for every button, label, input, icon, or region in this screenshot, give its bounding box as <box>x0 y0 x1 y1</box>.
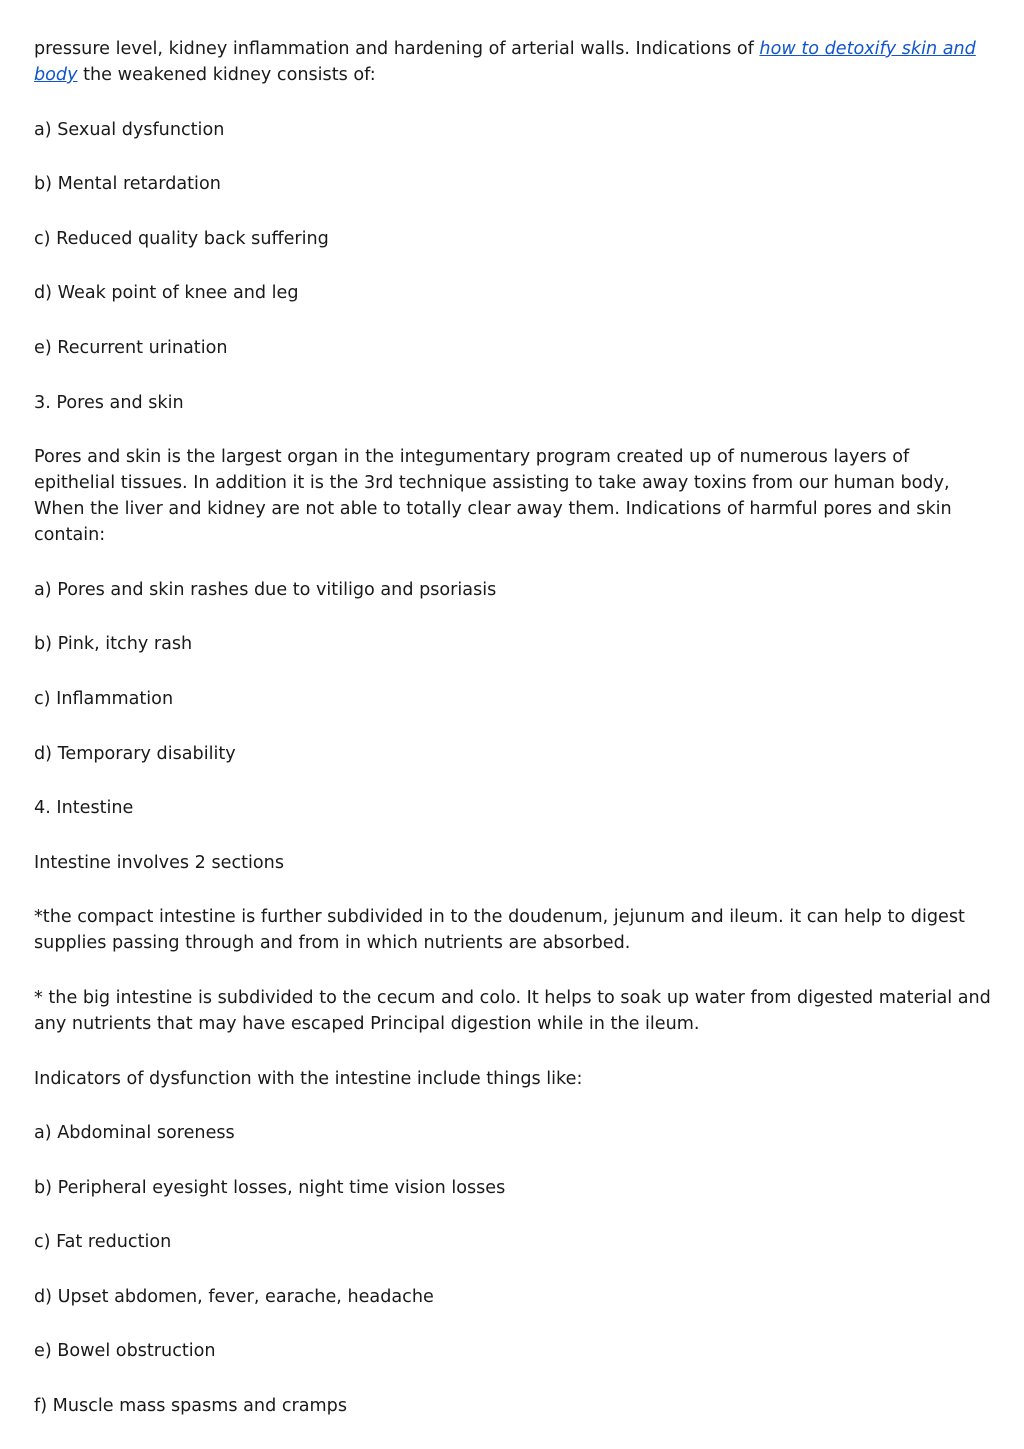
intestine-symptom-item: d) Upset abdomen, fever, earache, headache <box>34 1286 434 1307</box>
intestine-symptom-item: c) Fat reduction <box>34 1232 172 1253</box>
skin-symptom-item: d) Temporary disability <box>34 743 236 764</box>
kidney-symptom-item: b) Mental retardation <box>34 174 221 195</box>
skin-symptom-item: a) Pores and skin rashes due to vitiligo and psoriasis <box>34 579 497 600</box>
intestine-intro: Intestine involves 2 sections <box>34 852 284 873</box>
intestine-symptom-item: e) Bowel obstruction <box>34 1341 216 1362</box>
intro-text-after-link: the weakened kidney consists of: <box>77 65 376 85</box>
kidney-symptom-item: a) Sexual dysfunction <box>34 119 225 140</box>
skin-symptom-item: b) Pink, itchy rash <box>34 634 193 655</box>
skin-section-heading: 3. Pores and skin <box>34 392 184 413</box>
detox-link[interactable]: how to detoxify skin and body <box>34 39 976 85</box>
intestine-indicators-intro: Indicators of dysfunction with the intestine include things like: <box>34 1068 583 1089</box>
large-intestine-paragraph: * the big intestine is subdivided to the cecum and colo. It helps to soak up water from digested material and any nutrients that may have escaped Principal digestion while in the ileum. <box>34 987 991 1034</box>
intro-paragraph <box>34 36 994 88</box>
intestine-symptom-item: f) Muscle mass spasms and cramps <box>34 1396 348 1417</box>
kidney-symptom-item: c) Reduced quality back suffering <box>34 228 329 249</box>
small-intestine-paragraph: *the compact intestine is further subdivided in to the doudenum, jejunum and ileum. it can help to digest supplies passing through and from in which nutrients are absorbed. <box>34 907 965 954</box>
skin-section-paragraph: Pores and skin is the largest organ in the integumentary program created up of numerous layers of epithelial tissues. In addition it is the 3rd technique assisting to take away toxins from our human body, When the liver and kidney are not able to totally clear away them. Indications of harmful pores and skin contain: <box>34 447 952 546</box>
kidney-symptom-item: d) Weak point of knee and leg <box>34 283 299 304</box>
document-page <box>34 36 994 1448</box>
intestine-symptom-item: b) Peripheral eyesight losses, night time vision losses <box>34 1177 506 1198</box>
intro-text-before-link: pressure level, kidney inflammation and hardening of arterial walls. Indications of <box>34 39 760 59</box>
skin-symptom-item: c) Inflammation <box>34 688 174 709</box>
intestine-section-heading: 4. Intestine <box>34 798 134 819</box>
intestine-symptom-item: a) Abdominal soreness <box>34 1123 235 1144</box>
kidney-symptom-item: e) Recurrent urination <box>34 337 228 358</box>
